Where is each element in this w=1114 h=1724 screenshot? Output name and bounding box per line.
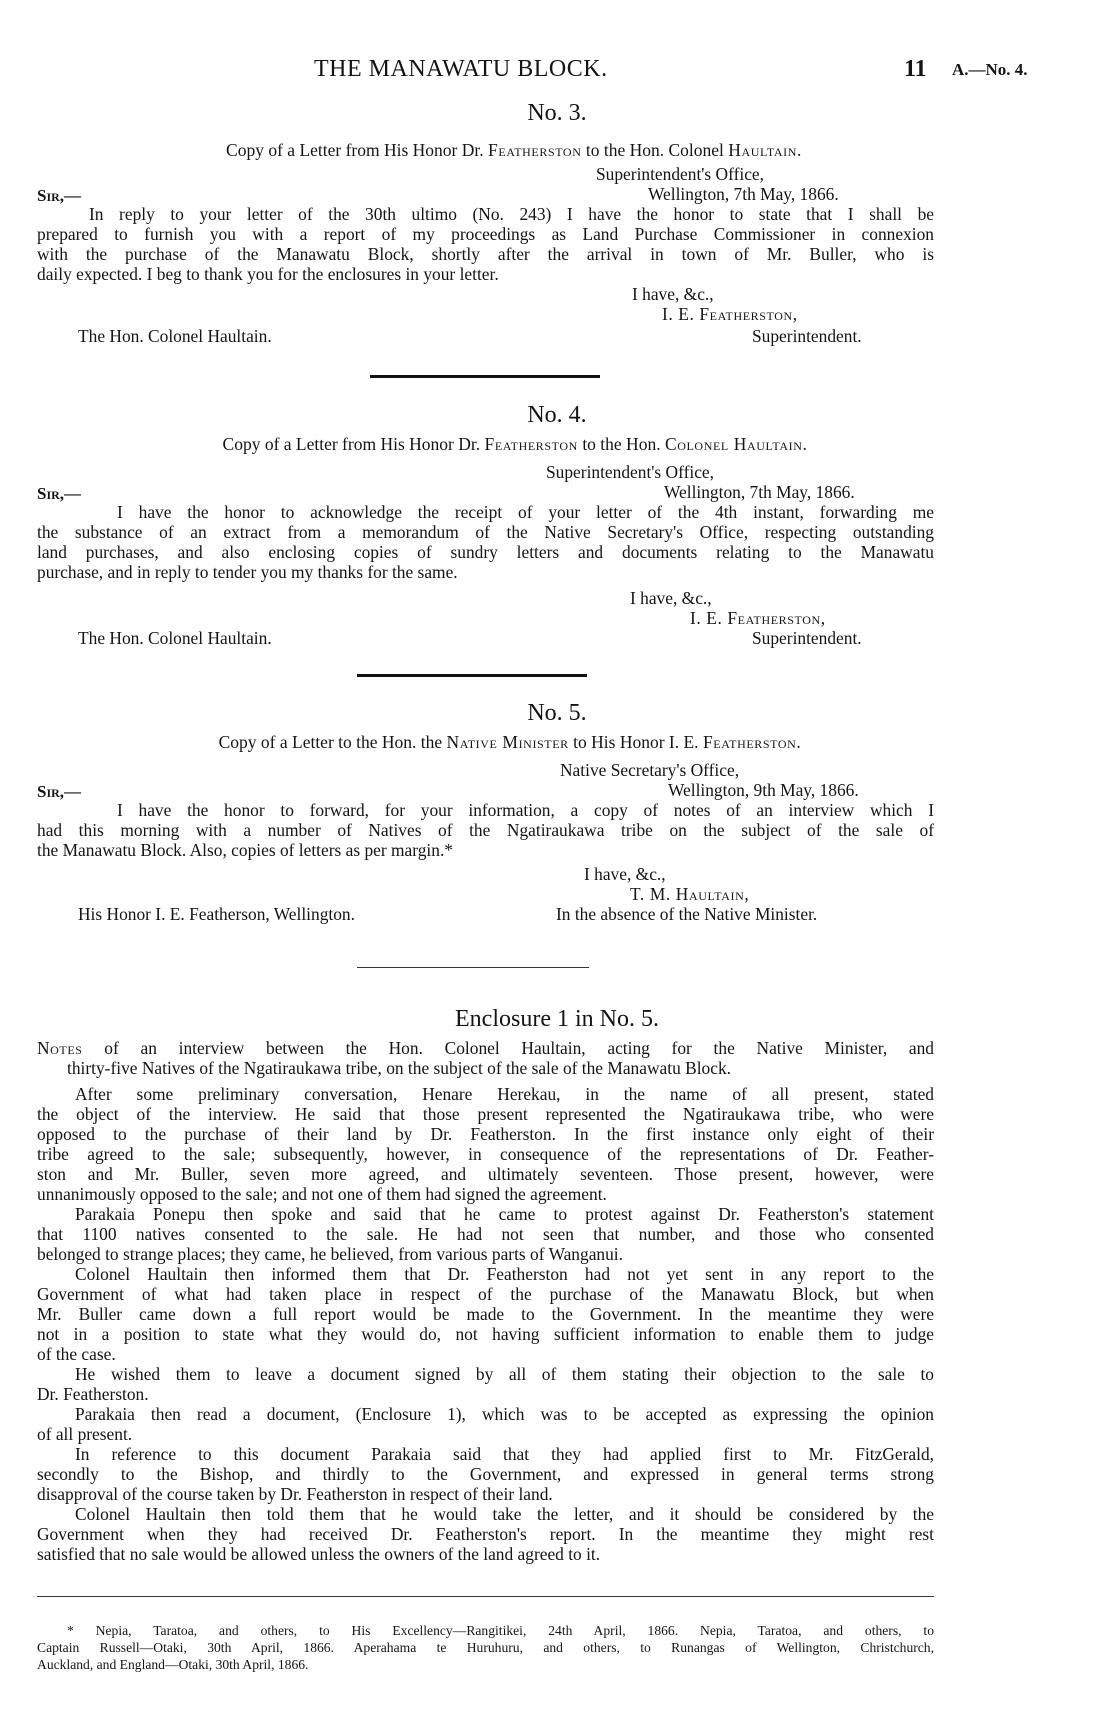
enclosure-paragraph	[37, 1264, 934, 1364]
letter-3-body-line: prepared to furnish you with a report of my proceedings as Land Purchase Commissioner in connexion	[37, 224, 934, 244]
notes-lead: Notes	[37, 1038, 83, 1058]
paragraph-line: Colonel Haultain then informed them that Dr. Featherston had not yet sent in any report to the	[75, 1264, 934, 1284]
letter-4-caption-pre: Copy of a Letter from His Honor Dr.	[222, 434, 481, 454]
footnote-line: * Nepia, Taratoa, and others, to His Excellency—Rangitikei, 24th April, 1866. Nepia, Taratoa, and others, to	[67, 1623, 934, 1638]
letter-3-signatory-title: Superintendent.	[752, 326, 862, 346]
enclosure-paragraph	[37, 1084, 934, 1204]
letter-3-address-line1: Superintendent's Office,	[596, 164, 764, 184]
paragraph-line: the object of the interview. He said that those present represented the Ngatiraukawa tribe, who were	[37, 1104, 934, 1124]
letter-5-signatory-title: In the absence of the Native Minister.	[556, 904, 818, 924]
letter-5-addressee: His Honor I. E. Featherson, Wellington.	[78, 904, 355, 924]
letter-4-caption-to: Colonel Haultain.	[664, 434, 808, 454]
letter-4-number: No. 4.	[527, 402, 587, 428]
paragraph-line: Mr. Buller came down a full report would be made to the Government. In the meantime they were	[37, 1304, 934, 1324]
paper-reference: A.—No. 4.	[952, 60, 1028, 79]
enclosure-title: Enclosure 1 in No. 5.	[455, 1006, 659, 1032]
letter-5-body	[37, 800, 934, 860]
footnote-rule	[37, 1596, 934, 1597]
paragraph-line: unnanimously opposed to the sale; and not one of them had signed the agreement.	[37, 1184, 607, 1204]
paragraph-line: Government when they had received Dr. Featherston's report. In the meantime they might rest	[37, 1524, 934, 1544]
letter-4-body-line: purchase, and in reply to tender you my thanks for the same.	[37, 562, 458, 582]
letter-5-number: No. 5.	[527, 700, 587, 726]
letter-3-salutation: Sir,—	[37, 186, 82, 205]
letter-5-caption	[80, 732, 940, 753]
paragraph-line: opposed to the purchase of their land by Dr. Featherston. In the first instance only eight of their	[37, 1124, 934, 1144]
enclosure-notes-heading	[37, 1038, 934, 1078]
letter-3-caption-to: Haultain.	[728, 140, 802, 160]
paragraph-line: satisfied that no sale would be allowed unless the owners of the land agreed to it.	[37, 1544, 601, 1564]
paragraph-line: Government of what had taken place in respect of the purchase of the Manawatu Block, but when	[37, 1284, 934, 1304]
enclosure-paragraph	[37, 1204, 934, 1264]
letter-4-body-line: the substance of an extract from a memorandum of the Native Secretary's Office, respecting outstanding	[37, 522, 934, 542]
letter-3-signatory: I. E. Featherston,	[662, 304, 798, 324]
page-number: 11	[904, 56, 927, 82]
enclosure-notes-line: thirty-five Natives of the Ngatiraukawa tribe, on the subject of the sale of the Manawatu Block.	[67, 1058, 732, 1078]
letter-5-caption-to: Featherston.	[702, 732, 802, 752]
paragraph-line: After some preliminary conversation, Henare Herekau, in the name of all present, stated	[75, 1084, 934, 1104]
letter-4-caption-mid: to the Hon.	[582, 434, 661, 454]
letter-4-address-line1: Superintendent's Office,	[546, 462, 714, 482]
letter-5-body-line: the Manawatu Block. Also, copies of letters as per margin.*	[37, 840, 453, 860]
letter-3-body-line: with the purchase of the Manawatu Block, shortly after the arrival in town of Mr. Buller, who is	[37, 244, 934, 264]
letter-3-caption-pre: Copy of a Letter from His Honor Dr.	[226, 140, 484, 160]
section-divider	[357, 967, 589, 968]
enclosure-paragraph	[37, 1504, 934, 1564]
letter-5-salutation: Sir,—	[37, 782, 82, 801]
letter-4-body	[37, 502, 934, 582]
letter-3-addressee: The Hon. Colonel Haultain.	[78, 326, 272, 346]
enclosure-notes-line	[37, 1038, 934, 1058]
paragraph-line: Colonel Haultain then told them that he would take the letter, and it should be considered by the	[75, 1504, 934, 1524]
enclosure-paragraph	[37, 1404, 934, 1444]
letter-4-closing: I have, &c.,	[630, 588, 712, 608]
letter-4-address-line2: Wellington, 7th May, 1866.	[664, 482, 855, 502]
paragraph-line: In reference to this document Parakaia said that they had applied first to Mr. FitzGerald,	[75, 1444, 934, 1464]
paragraph-line: secondly to the Bishop, and thirdly to the Government, and expressed in general terms strong	[37, 1464, 934, 1484]
footnote-line: Captain Russell—Otaki, 30th April, 1866. Aperahama te Huruhuru, and others, to Runangas of Wellington, Christchurch,	[37, 1640, 934, 1655]
running-head-title: THE MANAWATU BLOCK.	[314, 56, 608, 82]
paragraph-line: belonged to strange places; they came, he believed, from various parts of Wanganui.	[37, 1244, 623, 1264]
enclosure-body	[37, 1084, 934, 1564]
letter-3-number: No. 3.	[527, 100, 587, 126]
letter-5-body-line: I have the honor to forward, for your information, a copy of notes of an interview which I	[117, 800, 934, 820]
paragraph-line: tribe agreed to the sale; subsequently, however, in consequence of the representations of Dr. Feather-	[37, 1144, 934, 1164]
enclosure-paragraph	[37, 1444, 934, 1504]
letter-5-address-line2: Wellington, 9th May, 1866.	[668, 780, 859, 800]
letter-5-caption-pre: Copy of a Letter to the Hon. the	[218, 732, 443, 752]
letter-3-caption-mid: to the Hon. Colonel	[585, 140, 724, 160]
letter-4-caption	[90, 434, 940, 455]
letter-5-caption-from: Native Minister	[446, 732, 569, 752]
letter-4-salutation: Sir,—	[37, 484, 82, 503]
letter-4-addressee: The Hon. Colonel Haultain.	[78, 628, 272, 648]
letter-5-body-line: had this morning with a number of Natives of the Ngatiraukawa tribe on the subject of the sale of	[37, 820, 934, 840]
paragraph-line: not in a position to state what they would do, not having sufficient information to enable them to judge	[37, 1324, 934, 1344]
paragraph-line: of the case.	[37, 1344, 116, 1364]
letter-5-signatory: T. M. Haultain,	[630, 884, 750, 904]
paragraph-line: Dr. Featherston.	[37, 1384, 149, 1404]
footnote	[37, 1622, 934, 1673]
notes-line1-rest: of an interview between the Hon. Colonel Haultain, acting for the Native Minister, and	[104, 1038, 934, 1058]
paragraph-line: disapproval of the course taken by Dr. Featherston in respect of their land.	[37, 1484, 553, 1504]
paragraph-line: ston and Mr. Buller, seven more agreed, and ultimately seventeen. Those present, however, were	[37, 1164, 934, 1184]
letter-4-signatory-title: Superintendent.	[752, 628, 862, 648]
section-divider	[370, 375, 600, 378]
paragraph-line: He wished them to leave a document signed by all of them stating their objection to the sale to	[75, 1364, 934, 1384]
letter-4-caption-from: Featherston	[484, 434, 578, 454]
letter-3-body	[37, 204, 934, 284]
letter-3-caption-from: Featherston	[488, 140, 582, 160]
letter-3-body-line: daily expected. I beg to thank you for the enclosures in your letter.	[37, 264, 499, 284]
paragraph-line: of all present.	[37, 1424, 133, 1444]
letter-5-caption-mid: to His Honor I. E.	[573, 732, 699, 752]
footnote-line: Auckland, and England—Otaki, 30th April, 1866.	[37, 1657, 309, 1672]
letter-3-address-line2: Wellington, 7th May, 1866.	[648, 184, 839, 204]
letter-5-address-line1: Native Secretary's Office,	[560, 760, 740, 780]
letter-4-body-line: land purchases, and also enclosing copies of sundry letters and documents relating to the Manawatu	[37, 542, 934, 562]
letter-4-signatory: I. E. Featherston,	[690, 608, 826, 628]
paragraph-line: that 1100 natives consented to the sale. He had not seen that number, and those who consented	[37, 1224, 934, 1244]
letter-3-closing: I have, &c.,	[632, 284, 714, 304]
paragraph-line: Parakaia Ponepu then spoke and said that he came to protest against Dr. Featherston's statement	[75, 1204, 934, 1224]
enclosure-paragraph	[37, 1364, 934, 1404]
letter-3-body-line: In reply to your letter of the 30th ultimo (No. 243) I have the honor to state that I shall be	[89, 204, 934, 224]
paragraph-line: Parakaia then read a document, (Enclosure 1), which was to be accepted as expressing the opinion	[75, 1404, 934, 1424]
letter-4-body-line: I have the honor to acknowledge the receipt of your letter of the 4th instant, forwarding me	[117, 502, 934, 522]
section-divider	[357, 674, 587, 677]
letter-5-closing: I have, &c.,	[584, 864, 666, 884]
letter-3-caption	[96, 140, 932, 161]
